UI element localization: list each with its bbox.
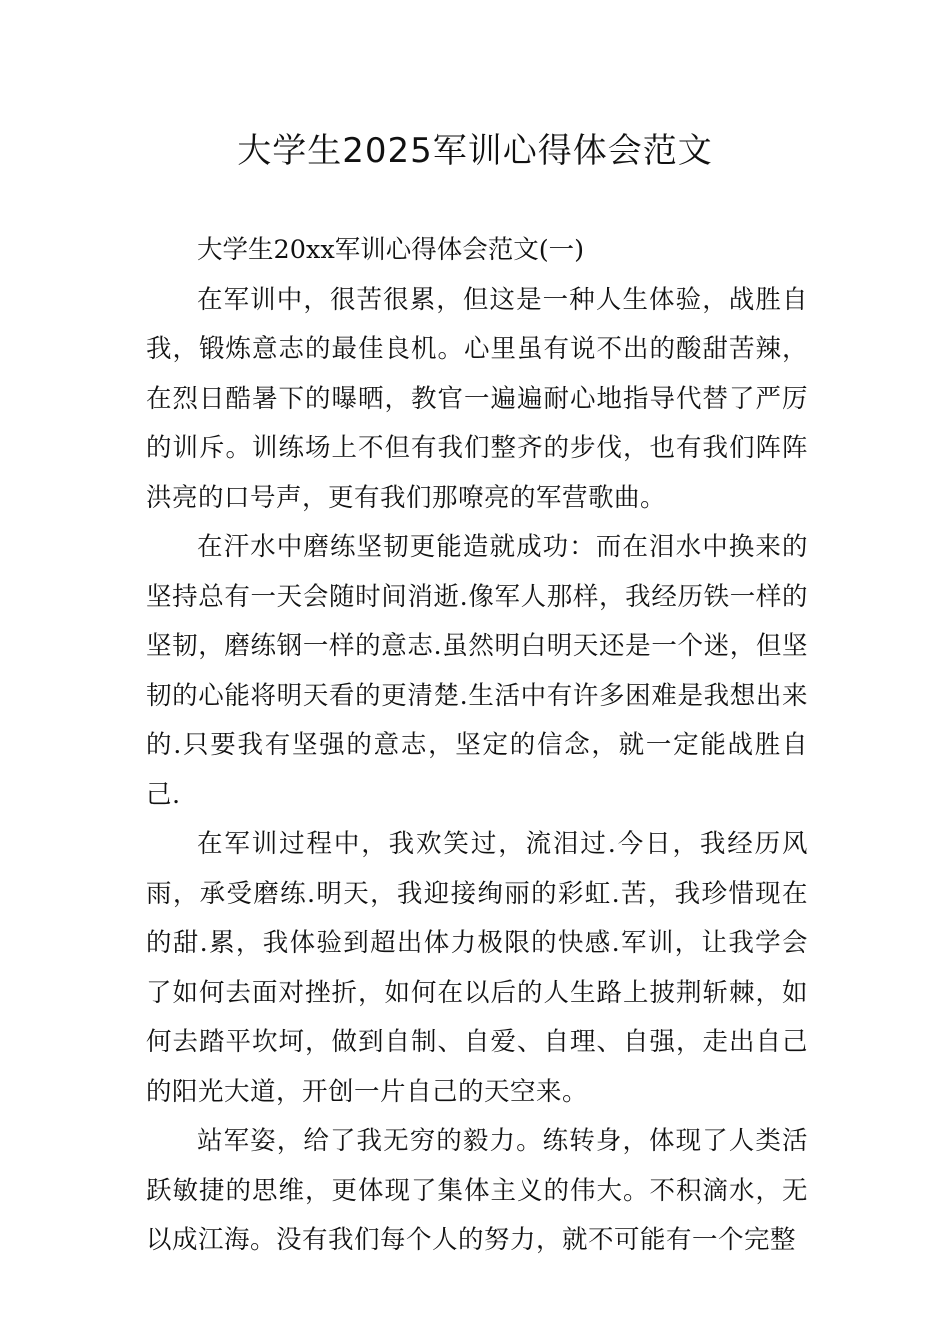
paragraph-3: 在军训过程中，我欢笑过，流泪过.今日，我经历风雨，承受磨练.明天，我迎接绚丽的彩虹.苦，我珍惜现在的甜.累，我体验到超出体力极限的快感.军训，让我学会了如何去面对挫折，如何在以后的人生路上披荆斩棘，如何去踏平坎坷，做到自制、自爱、自理、自强，走出自己的阳光大道，开创一片自己的天空来。 xyxy=(146,829,808,1107)
paragraph-1: 在军训中，很苦很累，但这是一种人生体验，战胜自我，锻炼意志的最佳良机。心里虽有说不出的酸甜苦辣，在烈日酷暑下的曝晒，教官一遍遍耐心地指导代替了严厉的训斥。训练场上不但有我们整齐的步伐，也有我们阵阵洪亮的口号声，更有我们那嘹亮的军营歌曲。 xyxy=(146,284,808,513)
paragraph-4: 站军姿，给了我无穷的毅力。练转身，体现了人类活跃敏捷的思维，更体现了集体主义的伟大。不积滴水，无以成江海。没有我们每个人的努力，就不可能有一个完整 xyxy=(146,1126,808,1255)
document-title: 大学生2025军训心得体会范文 xyxy=(237,131,713,171)
document-body xyxy=(146,226,808,1266)
section-heading: 大学生20xx军训心得体会范文(一) xyxy=(197,235,585,265)
paragraph-2: 在汗水中磨练坚韧更能造就成功：而在泪水中换来的坚持总有一天会随时间消逝.像军人那样，我经历铁一样的坚韧，磨练钢一样的意志.虽然明白明天还是一个迷，但坚韧的心能将明天看的更清楚.生活中有许多困难是我想出来的.只要我有坚强的意志，坚定的信念，就一定能战胜自己. xyxy=(146,532,808,810)
